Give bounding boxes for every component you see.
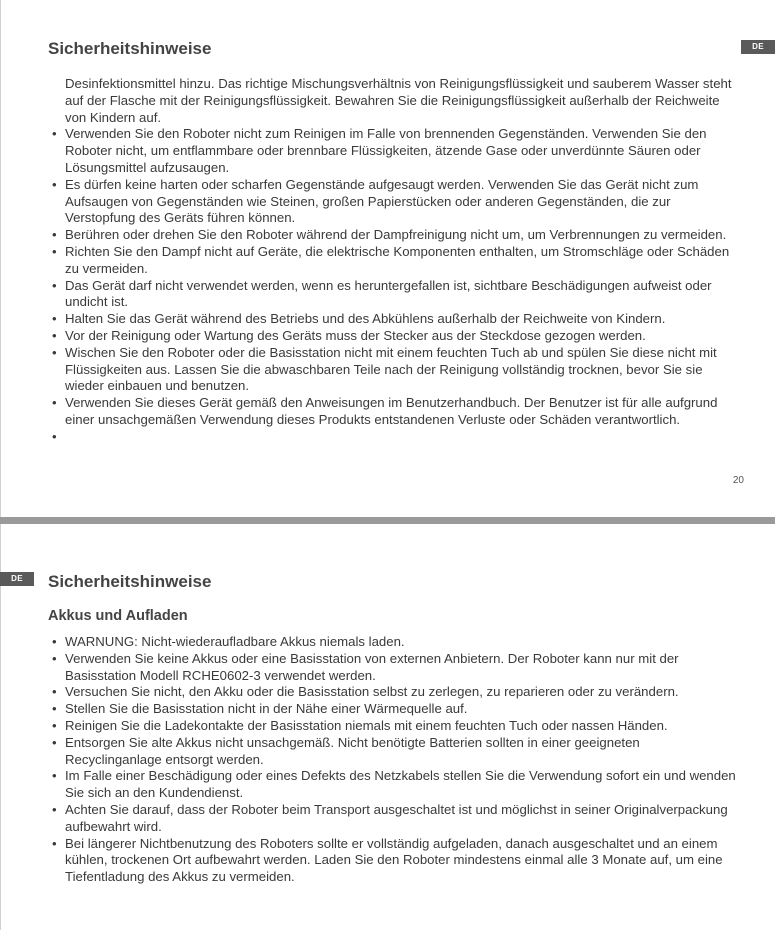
list-item: • Halten Sie das Gerät während des Betriebs und des Abkühlens außerhalb der Reichweite von Kindern. [48,311,738,328]
list-item: • Richten Sie den Dampf nicht auf Geräte, die elektrische Komponenten enthalten, um Stromschläge oder Schäden zu vermeiden. [48,244,738,278]
continued-paragraph: Desinfektionsmittel hinzu. Das richtige Mischungsverhältnis von Reinigungsflüssigkeit und sauberem Wasser steht auf der Flasche mit der Reinigungsflüssigkeit. Bewahren Sie die Reinigungsflüssigkeit außerhalb der Reichweite von Kindern auf. [65,76,732,125]
section-heading: Akkus und Aufladen [48,608,188,624]
list-item: • Bei längerer Nichtbenutzung des Roboters sollte er vollständig aufgeladen, danach ausgeschaltet und an einem kühlen, trockenen Ort aufbewahrt werden. Laden Sie den Roboter mindestens einmal alle 3 Monate auf, um eine Tiefentladung des Akkus zu vermeiden. [48,836,738,886]
battery-instructions [48,634,738,886]
page-edge [0,0,1,517]
bullet-list [48,634,738,886]
list-item: • Berühren oder drehen Sie den Roboter während der Dampfreinigung nicht um, um Verbrennungen zu vermeiden. [48,227,738,244]
page-number: 20 [732,475,744,486]
language-badge: DE [741,40,775,54]
list-item: • Achten Sie darauf, dass der Roboter beim Transport ausgeschaltet ist und möglichst in seiner Originalverpackung aufbewahrt wird. [48,802,738,836]
list-item: • Versuchen Sie nicht, den Akku oder die Basisstation selbst zu zerlegen, zu reparieren oder zu verändern. [48,684,738,701]
list-item: • Das Gerät darf nicht verwendet werden, wenn es heruntergefallen ist, sichtbare Beschädigungen aufweist oder undicht ist. [48,278,738,312]
page-separator [0,517,775,524]
list-item: • Wischen Sie den Roboter oder die Basisstation nicht mit einem feuchten Tuch ab und spülen Sie diese nicht mit Flüssigkeiten aus. Lassen Sie die abwaschbaren Teile nach der Reinigung vollständig trocknen, bevor Sie sie wieder einbauen und benutzen. [48,345,738,395]
list-item: • Verwenden Sie keine Akkus oder eine Basisstation von externen Anbietern. Der Roboter kann nur mit der Basisstation Modell RCHE0602-3 verwendet werden. [48,651,738,685]
page-title: Sicherheitshinweise [48,572,212,591]
list-item: • Verwenden Sie dieses Gerät gemäß den Anweisungen im Benutzerhandbuch. Der Benutzer ist für alle aufgrund einer unsachgemäßen Verwendung dieses Produkts entstandenen Verluste oder Schäden verantwortlich. [48,395,738,429]
safety-instructions [48,76,738,429]
page-title: Sicherheitshinweise [48,39,212,58]
language-badge: DE [0,572,34,586]
list-item: • WARNUNG: Nicht-wiederaufladbare Akkus niemals laden. [48,634,738,651]
list-item: • Es dürfen keine harten oder scharfen Gegenstände aufgesaugt werden. Verwenden Sie das Gerät nicht zum Aufsaugen von Gegenständen wie Steinen, großen Papierstücken oder anderen Gegenständen, die zur Verstopfung des Geräts führen können. [48,177,738,227]
bullet-list [48,126,738,428]
list-item: • Vor der Reinigung oder Wartung des Geräts muss der Stecker aus der Steckdose gezogen werden. [48,328,738,345]
list-item: • Stellen Sie die Basisstation nicht in der Nähe einer Wärmequelle auf. [48,701,738,718]
list-item: • Entsorgen Sie alte Akkus nicht unsachgemäß. Nicht benötigte Batterien sollten in einer geeigneten Recyclinganlage entsorgt werden. [48,735,738,769]
list-item: • Verwenden Sie den Roboter nicht zum Reinigen im Falle von brennenden Gegenständen. Verwenden Sie den Roboter nicht, um entflammbare oder brennbare Flüssigkeiten, ätzende Gase oder unverdünnte Säuren oder Lösungsmittel aufzusaugen. [48,126,738,176]
manual-page-21 [0,524,775,930]
list-item: • Im Falle einer Beschädigung oder eines Defekts des Netzkabels stellen Sie die Verwendung sofort ein und wenden Sie sich an den Kundendienst. [48,768,738,802]
list-item: • Reinigen Sie die Ladekontakte der Basisstation niemals mit einem feuchten Tuch oder nassen Händen. [48,718,738,735]
